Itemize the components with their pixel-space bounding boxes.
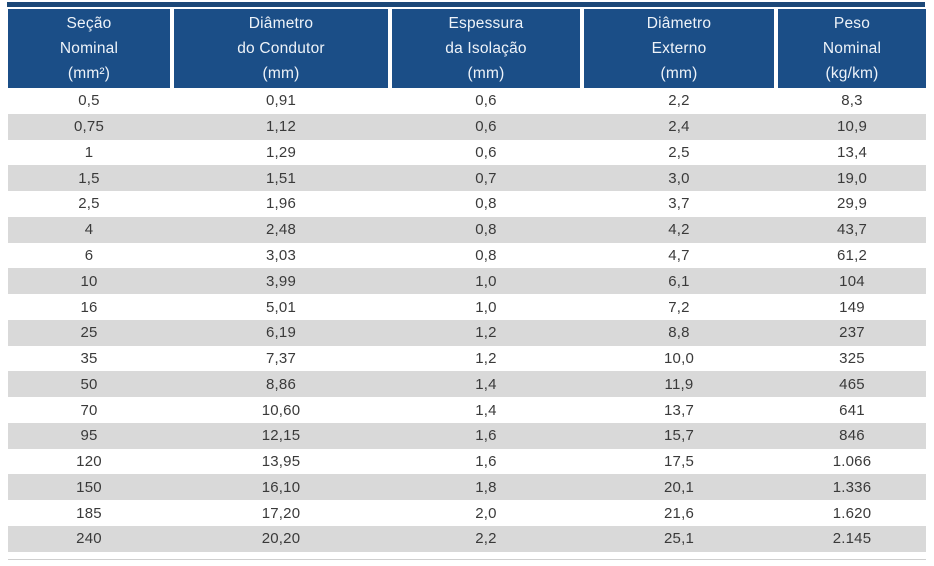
table-top-rule bbox=[7, 2, 925, 7]
table-cell: 50 bbox=[80, 375, 98, 393]
table-row bbox=[8, 397, 926, 423]
table-cell: 3,03 bbox=[266, 246, 296, 264]
column-header-diametro-condutor bbox=[174, 9, 388, 88]
table-cell: 3,0 bbox=[668, 169, 690, 187]
table-row bbox=[8, 191, 926, 217]
table-row bbox=[8, 217, 926, 243]
column-header-diametro-externo bbox=[584, 9, 774, 88]
table-cell: 10,60 bbox=[261, 401, 301, 419]
table-cell: 641 bbox=[839, 401, 865, 419]
table-cell: 7,2 bbox=[668, 298, 690, 316]
table-cell: 19,0 bbox=[837, 169, 867, 187]
table-cell: 70 bbox=[80, 401, 98, 419]
table-cell: 2,48 bbox=[266, 221, 296, 239]
table-cell: 120 bbox=[76, 453, 102, 471]
table-cell: 237 bbox=[839, 324, 865, 342]
table-row bbox=[8, 371, 926, 397]
header-line: Espessura bbox=[448, 15, 524, 32]
table-cell: 8,3 bbox=[841, 92, 863, 110]
table-cell: 0,8 bbox=[475, 221, 497, 239]
table-cell: 1,2 bbox=[475, 324, 497, 342]
table-cell: 10,9 bbox=[837, 118, 867, 136]
table-row bbox=[8, 88, 926, 114]
table-cell: 104 bbox=[839, 272, 865, 290]
header-line: (mm) bbox=[262, 65, 300, 82]
table-row bbox=[8, 165, 926, 191]
table-cell: 1,8 bbox=[475, 478, 497, 496]
table-row bbox=[8, 500, 926, 526]
table-header-row bbox=[8, 9, 926, 88]
table-row bbox=[8, 114, 926, 140]
table-cell: 13,4 bbox=[837, 143, 867, 161]
table-cell: 95 bbox=[80, 427, 98, 445]
table-row bbox=[8, 243, 926, 269]
table-row bbox=[8, 294, 926, 320]
column-header-espessura-isolacao bbox=[392, 9, 580, 88]
table-cell: 0,6 bbox=[475, 92, 497, 110]
table-row bbox=[8, 268, 926, 294]
table-cell: 61,2 bbox=[837, 246, 867, 264]
table-cell: 2,2 bbox=[475, 530, 497, 548]
table-cell: 1,96 bbox=[266, 195, 296, 213]
table-cell: 1,2 bbox=[475, 350, 497, 368]
table-cell: 1,4 bbox=[475, 375, 497, 393]
table-cell: 17,5 bbox=[664, 453, 694, 471]
table-cell: 4,2 bbox=[668, 221, 690, 239]
table-body bbox=[8, 88, 926, 552]
table-cell: 0,5 bbox=[78, 92, 100, 110]
table-cell: 3,7 bbox=[668, 195, 690, 213]
table-cell: 1,5 bbox=[78, 169, 100, 187]
table-cell: 2,0 bbox=[475, 504, 497, 522]
table-cell: 4,7 bbox=[668, 246, 690, 264]
table-cell: 4 bbox=[84, 221, 94, 239]
header-line: Diâmetro bbox=[646, 15, 712, 32]
header-line: da Isolação bbox=[445, 40, 527, 57]
table-cell: 1,0 bbox=[475, 298, 497, 316]
table-cell: 1,12 bbox=[266, 118, 296, 136]
table-cell: 8,86 bbox=[266, 375, 296, 393]
header-line: Externo bbox=[651, 40, 707, 57]
header-line: Seção bbox=[66, 15, 112, 32]
table-cell: 846 bbox=[839, 427, 865, 445]
table-row bbox=[8, 140, 926, 166]
table-row bbox=[8, 449, 926, 475]
table-row bbox=[8, 320, 926, 346]
table-cell: 15,7 bbox=[664, 427, 694, 445]
table-cell: 465 bbox=[839, 375, 865, 393]
table-cell: 1.336 bbox=[832, 478, 872, 496]
table-cell: 16 bbox=[80, 298, 98, 316]
table-row bbox=[8, 346, 926, 372]
table-cell: 1,6 bbox=[475, 427, 497, 445]
table-cell: 10,0 bbox=[664, 350, 694, 368]
table-cell: 325 bbox=[839, 350, 865, 368]
table-cell: 0,8 bbox=[475, 195, 497, 213]
table-cell: 29,9 bbox=[837, 195, 867, 213]
table-row bbox=[8, 474, 926, 500]
header-line: (mm²) bbox=[67, 65, 111, 82]
header-line: Diâmetro bbox=[248, 15, 314, 32]
table-cell: 20,20 bbox=[261, 530, 301, 548]
table-cell: 0,91 bbox=[266, 92, 296, 110]
table-cell: 2.145 bbox=[832, 530, 872, 548]
table-cell: 2,4 bbox=[668, 118, 690, 136]
table-cell: 8,8 bbox=[668, 324, 690, 342]
header-line: (kg/km) bbox=[825, 65, 879, 82]
table-cell: 20,1 bbox=[664, 478, 694, 496]
table-cell: 21,6 bbox=[664, 504, 694, 522]
table-bottom-rule bbox=[8, 559, 926, 560]
table-cell: 1,51 bbox=[266, 169, 296, 187]
header-line: (mm) bbox=[660, 65, 698, 82]
table-cell: 0,6 bbox=[475, 118, 497, 136]
table-cell: 17,20 bbox=[261, 504, 301, 522]
table-cell: 1,0 bbox=[475, 272, 497, 290]
table-cell: 5,01 bbox=[266, 298, 296, 316]
header-line: Nominal bbox=[59, 40, 119, 57]
table-cell: 7,37 bbox=[266, 350, 296, 368]
table-cell: 1,4 bbox=[475, 401, 497, 419]
table-cell: 12,15 bbox=[261, 427, 301, 445]
table-cell: 11,9 bbox=[664, 375, 694, 393]
table-cell: 25 bbox=[80, 324, 98, 342]
table-cell: 0,6 bbox=[475, 143, 497, 161]
table-cell: 13,95 bbox=[261, 453, 301, 471]
table-cell: 185 bbox=[76, 504, 102, 522]
table-row bbox=[8, 526, 926, 552]
table-cell: 10 bbox=[80, 272, 98, 290]
table-cell: 1,29 bbox=[266, 143, 296, 161]
table-cell: 6 bbox=[84, 246, 94, 264]
table-cell: 0,7 bbox=[475, 169, 497, 187]
table-cell: 6,1 bbox=[668, 272, 690, 290]
column-header-secao-nominal bbox=[8, 9, 170, 88]
table-cell: 2,5 bbox=[78, 195, 100, 213]
header-line: (mm) bbox=[467, 65, 505, 82]
table-cell: 1.066 bbox=[832, 453, 872, 471]
table-cell: 1.620 bbox=[832, 504, 872, 522]
table-cell: 25,1 bbox=[664, 530, 694, 548]
table-cell: 1,6 bbox=[475, 453, 497, 471]
header-line: Nominal bbox=[822, 40, 882, 57]
column-header-peso-nominal bbox=[778, 9, 926, 88]
table-row bbox=[8, 423, 926, 449]
header-line: Peso bbox=[833, 15, 871, 32]
table-cell: 6,19 bbox=[266, 324, 296, 342]
table-cell: 0,8 bbox=[475, 246, 497, 264]
table-cell: 149 bbox=[839, 298, 865, 316]
table-cell: 2,5 bbox=[668, 143, 690, 161]
table-cell: 1 bbox=[84, 143, 94, 161]
table-cell: 13,7 bbox=[664, 401, 694, 419]
header-line: do Condutor bbox=[237, 40, 325, 57]
table-cell: 0,75 bbox=[74, 118, 104, 136]
table-cell: 35 bbox=[80, 350, 98, 368]
table-cell: 2,2 bbox=[668, 92, 690, 110]
table-cell: 240 bbox=[76, 530, 102, 548]
table-cell: 3,99 bbox=[266, 272, 296, 290]
table-cell: 150 bbox=[76, 478, 102, 496]
table-cell: 16,10 bbox=[261, 478, 301, 496]
table-cell: 43,7 bbox=[837, 221, 867, 239]
